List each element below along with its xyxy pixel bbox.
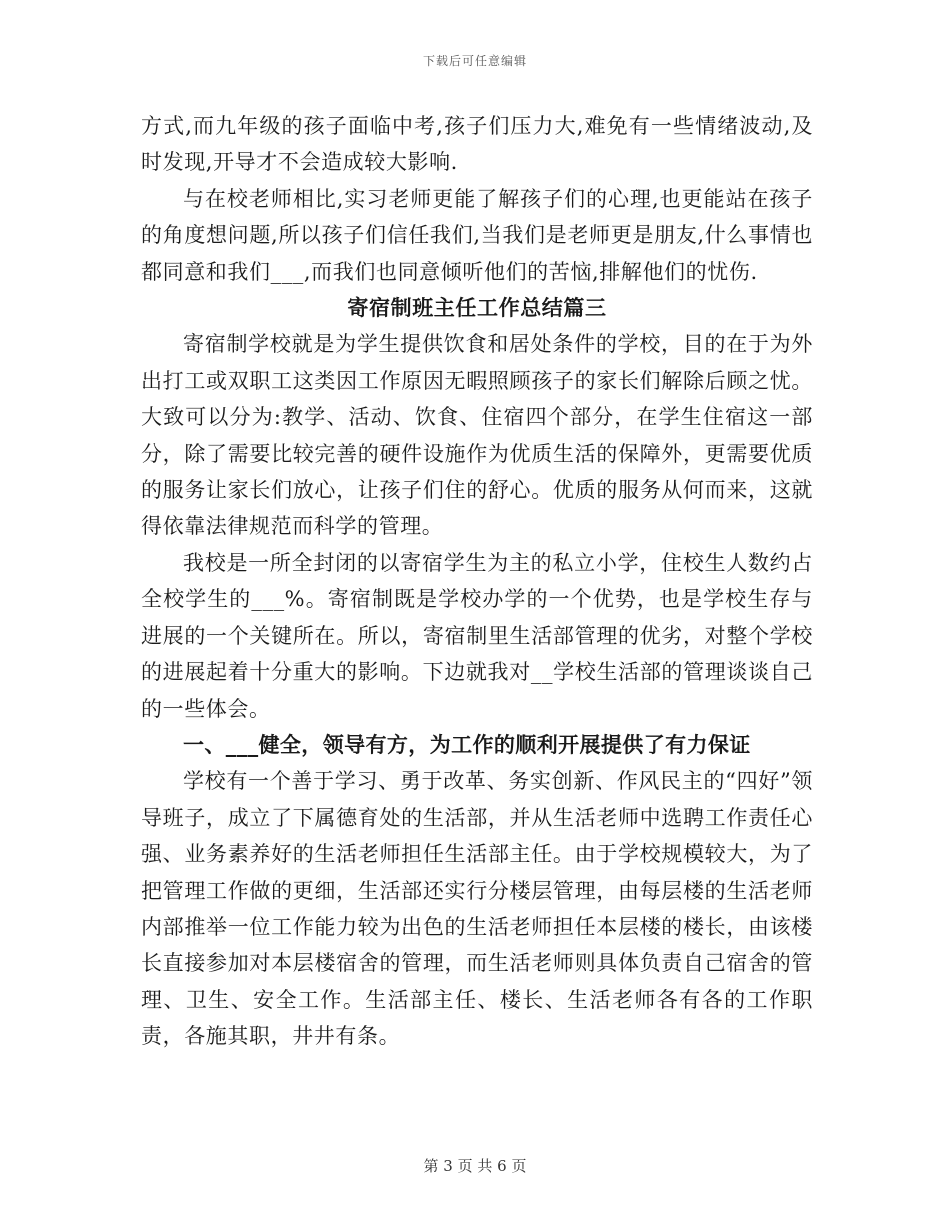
- section-title: 寄宿制班主任工作总结篇三: [347, 295, 607, 321]
- paragraph-our-school: 我校是一所全封闭的以寄宿学生为主的私立小学，住校生人数约占全校学生的___%。寄宿制既是学校办学的一个优势，也是学校生存与进展的一个关键所在。所以，寄宿制里生活部管理的优劣，对整个学校的进展起着十分重大的影响。下边就我对__学校生活部的管理谈谈自己的一些体会。: [141, 550, 813, 721]
- page-footer: 第 3 页 共 6 页: [423, 1157, 527, 1175]
- subheading-one: 一、___健全，领导有方，为工作的顺利开展提供了有力保证: [183, 731, 751, 757]
- paragraph-leadership: 学校有一个善于学习、勇于改革、务实创新、作风民主的“四好”领导班子，成立了下属德育处的生活部，并从生活老师中选聘工作责任心强、业务素养好的生活老师担任生活部主任。由于学校规模较大，为了把管理工作做的更细，生活部还实行分楼层管理，由每层楼的生活老师内部推举一位工作能力较为出色的生活老师担任本层楼的楼长，由该楼长直接参加对本层楼宿舍的管理，而生活老师则具体负责自己宿舍的管理、卫生、安全工作。生活部主任、楼长、生活老师各有各的工作职责，各施其职，井井有条。: [141, 769, 813, 1049]
- document-body: [141, 108, 813, 1055]
- page-header: 下载后可任意编辑: [422, 54, 527, 68]
- paragraph-continued: 方式,而九年级的孩子面临中考,孩子们压力大,难免有一些情绪波动,及时发现,开导才不会造成较大影响.: [141, 114, 813, 175]
- paragraph-boarding-school-intro: 寄宿制学校就是为学生提供饮食和居处条件的学校，目的在于为外出打工或双职工这类因工作原因无暇照顾孩子的家长们解除后顾之忧。大致可以分为:教学、活动、饮食、住宿四个部分，在学生住宿这一部分，除了需要比较完善的硬件设施作为优质生活的保障外，更需要优质的服务让家长们放心，让孩子们住的舒心。优质的服务从何而来，这就得依靠法律规范而科学的管理。: [141, 332, 813, 539]
- paragraph-intern-teachers: 与在校老师相比,实习老师更能了解孩子们的心理,也更能站在孩子的角度想问题,所以孩子们信任我们,当我们是老师更是朋友,什么事情也都同意和我们___,而我们也同意倾听他们的苦恼,排解他们的忧伤.: [141, 186, 813, 284]
